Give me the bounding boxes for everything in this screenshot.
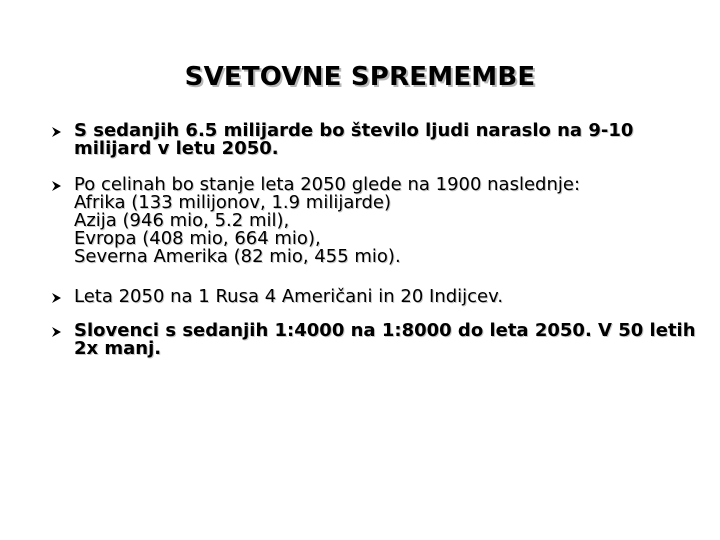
- bullet-line: 2x manj.: [74, 338, 162, 359]
- bullet-text: [74, 288, 704, 306]
- bullet-text: [74, 176, 704, 266]
- arrowhead-bullet-icon: [50, 325, 64, 339]
- bullet-text: [74, 322, 704, 358]
- bullet-line: Po celinah bo stanje leta 2050 glede na 1900 naslednje:: [74, 174, 581, 195]
- bullet-line: Severna Amerika (82 mio, 455 mio).: [74, 246, 401, 267]
- bullet-line: Slovenci s sedanjih 1:4000 na 1:8000 do leta 2050. V 50 letih: [74, 320, 696, 341]
- bullet-line: Leta 2050 na 1 Rusa 4 Američani in 20 Indijcev.: [74, 286, 504, 307]
- bullet-line: Evropa (408 mio, 664 mio),: [74, 228, 321, 249]
- bullet-line: Afrika (133 milijonov, 1.9 milijarde): [74, 192, 391, 213]
- bullet-line: S sedanjih 6.5 milijarde bo število ljudi naraslo na 9-10: [74, 120, 634, 141]
- arrowhead-bullet-icon: [50, 179, 64, 193]
- bullet-line: milijard v letu 2050.: [74, 138, 279, 159]
- slide-title: SVETOVNE SPREMEMBE: [184, 62, 536, 92]
- arrowhead-bullet-icon: [50, 291, 64, 305]
- bullet-text: [74, 122, 704, 158]
- bullet-line: Azija (946 mio, 5.2 mil),: [74, 210, 290, 231]
- arrowhead-bullet-icon: [50, 125, 64, 139]
